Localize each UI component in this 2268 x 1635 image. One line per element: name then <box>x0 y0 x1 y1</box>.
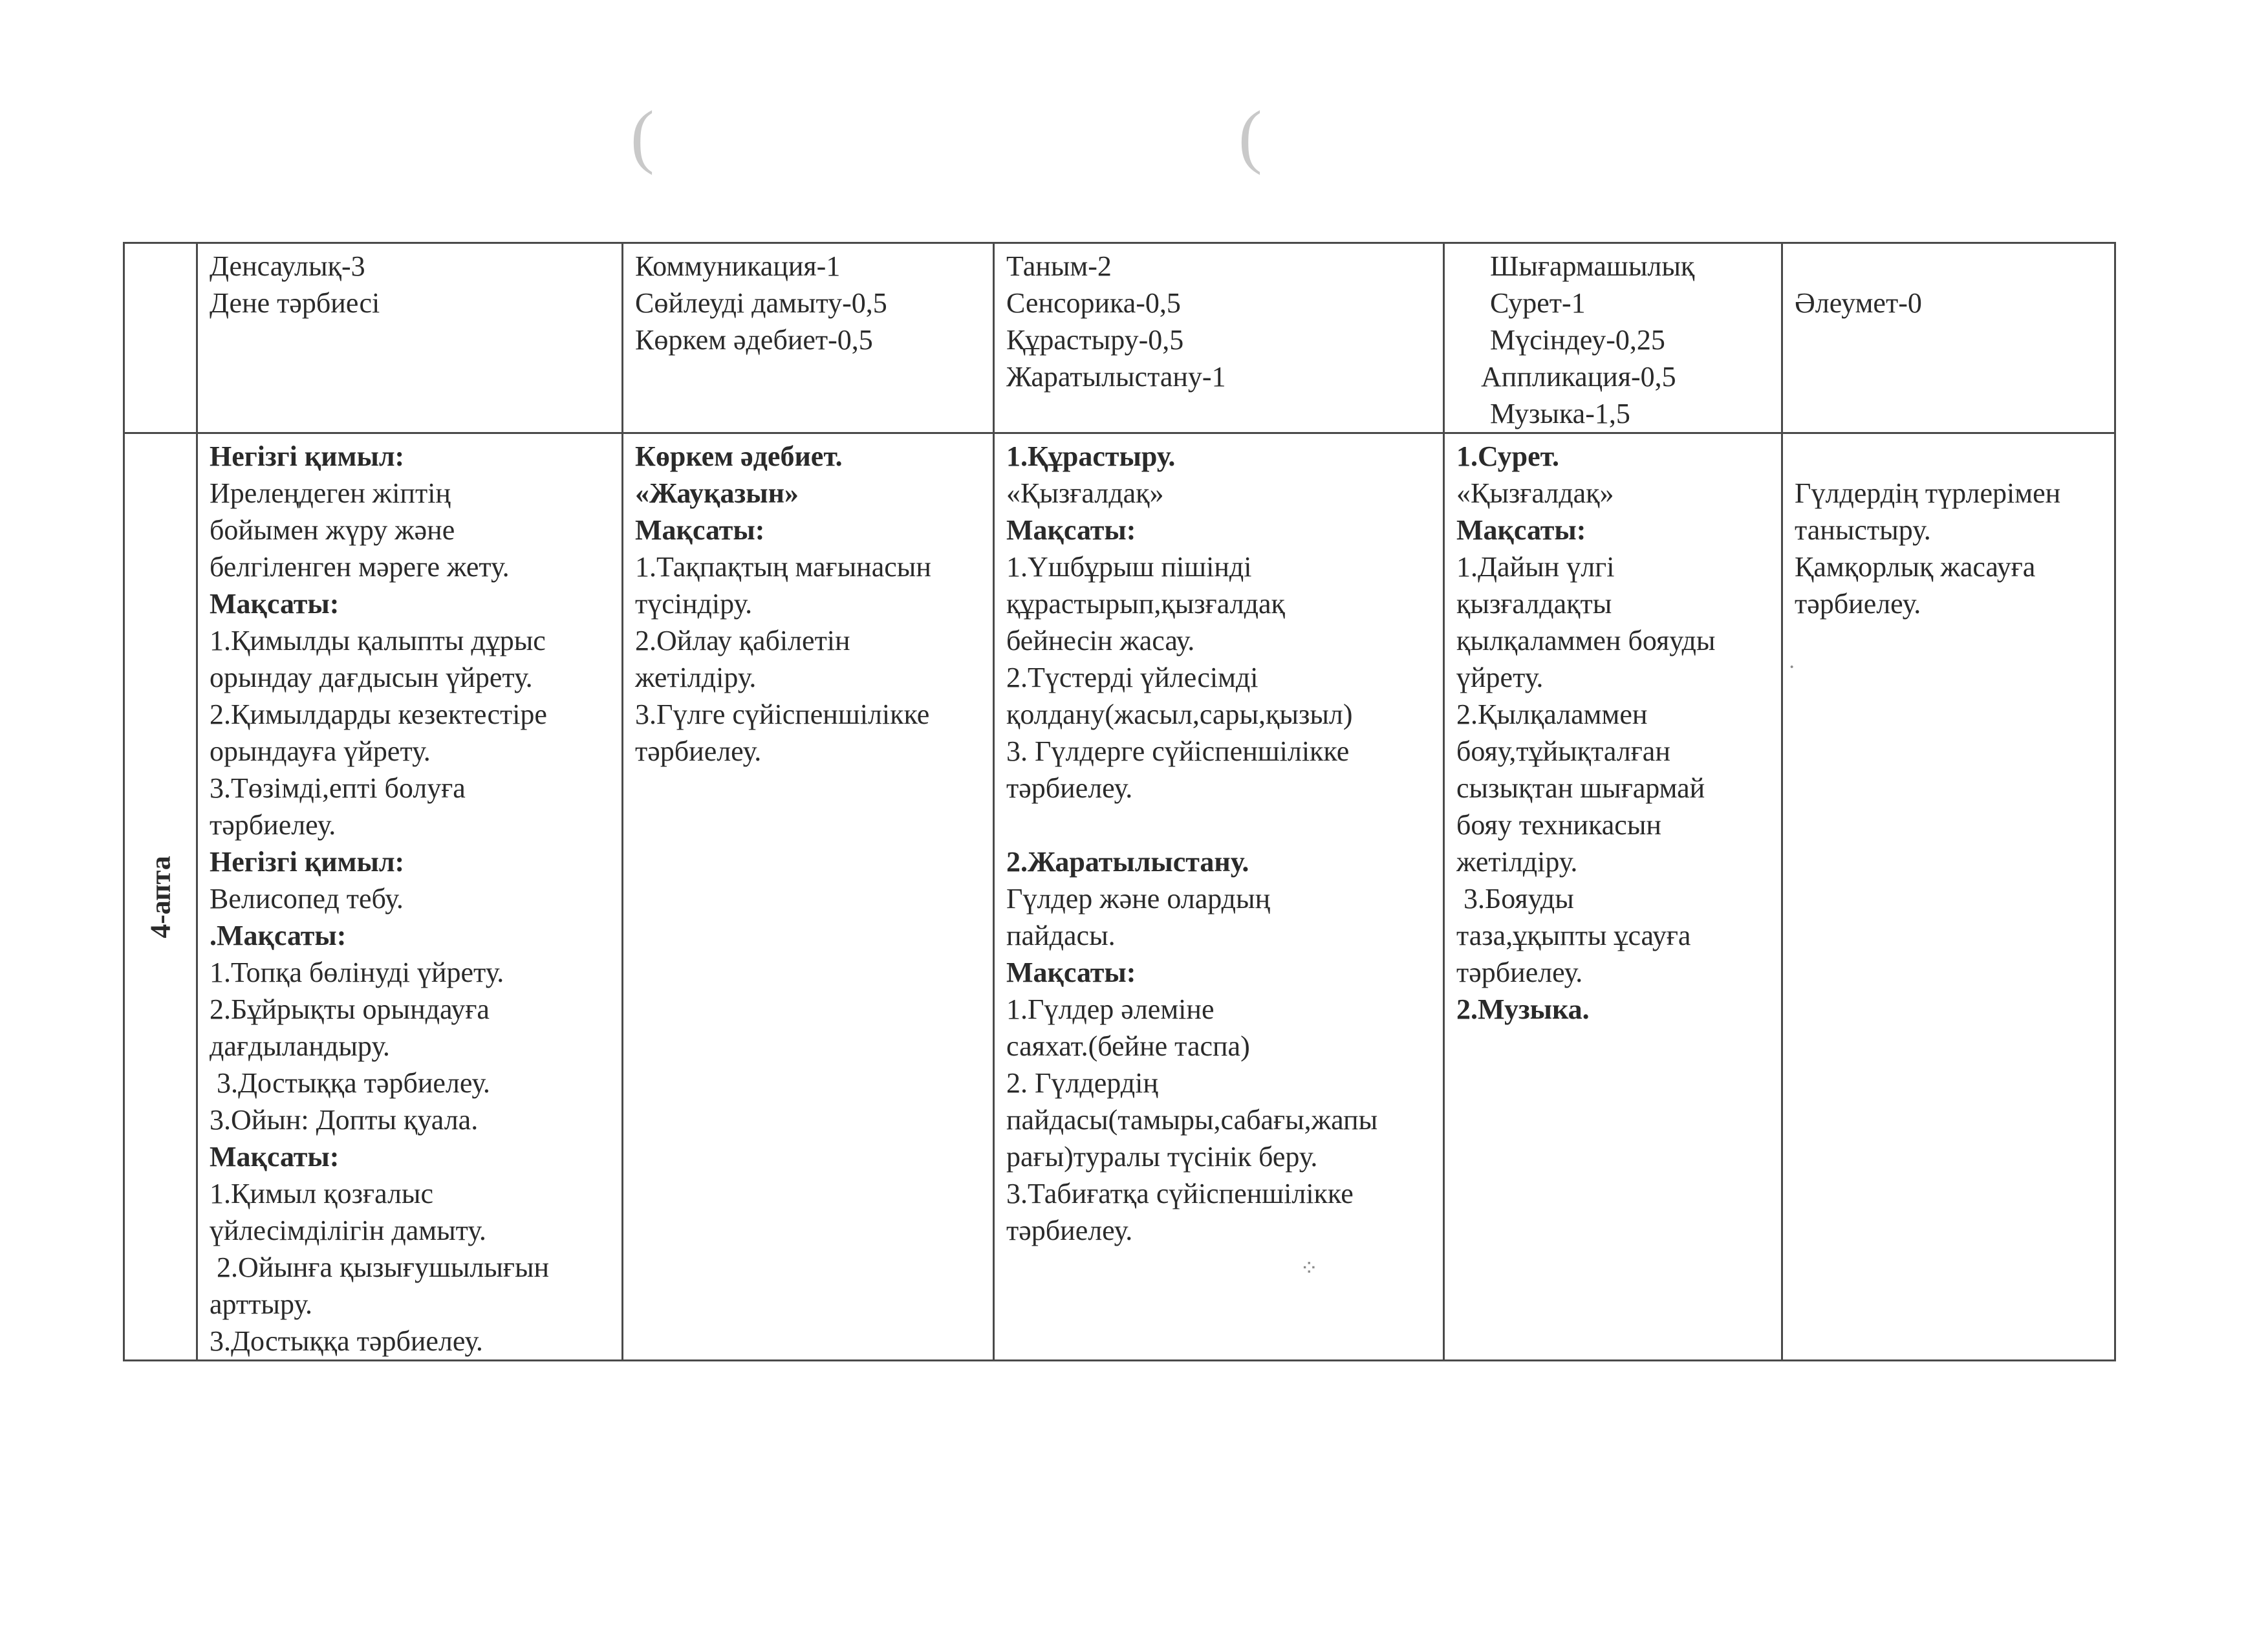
lesson-plan-table <box>123 242 2116 1361</box>
construction-nature-cell: 1.Құрастыру. «Қызғалдақ» Мақсаты: 1.Үшбұрыш пішінді құрастырып,қызғалдақ бейнесін жасау. 2.Түстерді үйлесімді қолдану(жасыл,сары,қызыл) 3. Гүлдерге сүйіспеншілікке тәрбиелеу. 2.Жаратылыстану. Гүлдер және олардың пайдасы. Мақсаты: 1.Гүлдер әлеміне саяхат.(бейне таспа) 2. Гүлдердің пайдасы(тамыры,сабағы,жапы рағы)туралы түсінік беру. 3.Табиғатқа сүйіспеншілікке тәрбиелеу. <box>994 433 1444 1361</box>
header-row <box>124 243 2115 433</box>
faint-bracket-mark: ( <box>1238 96 1262 175</box>
drawing-music-cell: 1.Сурет. «Қызғалдақ» Мақсаты: 1.Дайын үлгі қызғалдақты қылқаламмен бояуды үйрету. 2.Қылқаламмен бояу,тұйықталған сызықтан шығармай бояу техникасын жетілдіру. 3.Бояуды таза,ұқыпты ұсауға тәрбиелеу. 2.Музыка. <box>1444 433 1782 1361</box>
faint-bracket-mark: ( <box>631 96 654 175</box>
communication-header-cell: Коммуникация-1 Сөйлеуді дамыту-0,5 Көркем әдебиет-0,5 <box>623 243 994 433</box>
literature-cell: Көркем әдебиет. «Жауқазын» Мақсаты: 1.Тақпақтың мағынасын түсіндіру. 2.Ойлау қабілетін жетілдіру. 3.Гүлге сүйіспеншілікке тәрбиелеу. <box>623 433 994 1361</box>
paper-speck: ⁘ <box>1300 1257 1319 1281</box>
social-header-cell: Әлеумет-0 <box>1782 243 2115 433</box>
paper-speck: · <box>1788 655 1796 679</box>
week-label: 4-апта <box>144 855 177 938</box>
week-cell <box>124 433 197 1361</box>
social-cell: Гүлдердің түрлерімен таныстыру. Қамқорлық жасауға тәрбиелеу. <box>1782 433 2115 1361</box>
health-header-cell: Денсаулық-3 Дене тәрбиесі <box>197 243 623 433</box>
empty-corner-cell <box>124 243 197 433</box>
cognition-header-cell: Таным-2 Сенсорика-0,5 Құрастыру-0,5 Жаратылыстану-1 <box>994 243 1444 433</box>
creativity-header-cell: Шығармашылық Сурет-1 Мүсіндеу-0,25 Аппликация-0,5 Музыка-1,5 <box>1444 243 1782 433</box>
week-row <box>124 433 2115 1361</box>
physical-education-cell: Негізгі қимыл: Ирелеңдеген жіптің бойымен жүру және белгіленген мәреге жету. Мақсаты: 1.Қимылды қалыпты дұрыс орындау дағдысын үйрету. 2.Қимылдарды кезектестіре орындауға үйрету. 3.Төзімді,епті болуға тәрбиелеу. Негізгі қимыл: Велисопед тебу. .Мақсаты: 1.Топқа бөлінуді үйрету. 2.Бұйрықты орындауға дағдыландыру. 3.Достыққа тәрбиелеу. 3.Ойын: Допты қуала. Мақсаты: 1.Қимыл қозғалыс үйлесімділігін дамыту. 2.Ойынға қызығушылығын арттыру. 3.Достыққа тәрбиелеу. <box>197 433 623 1361</box>
